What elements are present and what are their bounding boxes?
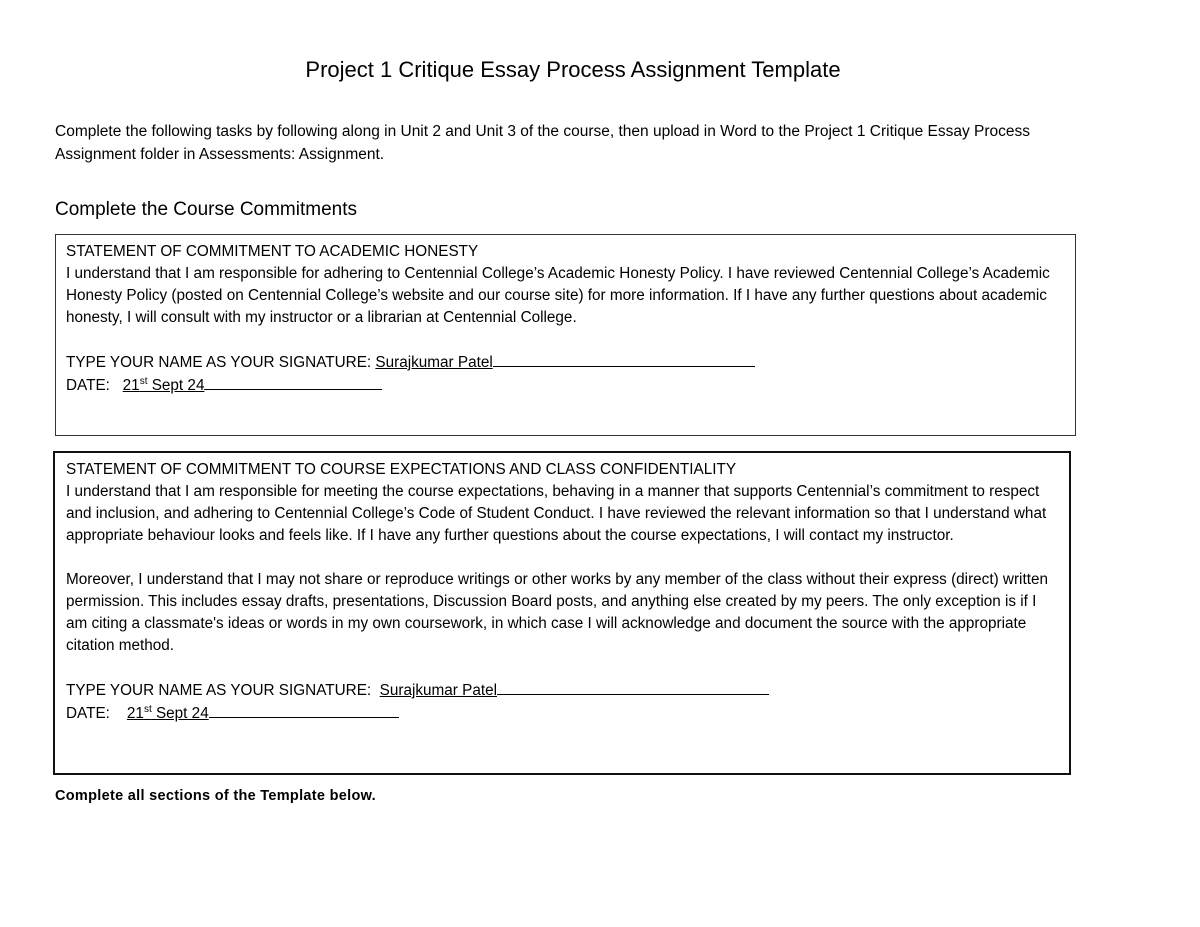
- spacer: [66, 329, 1065, 351]
- course-expectations-body-1: I understand that I am responsible for meeting the course expectations, behaving in a manner that supports Centennial’s commitment to respect and inclusion, and adhering to Centennial College’s Code of Student Conduct. I have reviewed the relevant information so that I understand what appropriate behaviour looks and feels like. If I have any further questions about the course expectations, I will contact my instructor.: [66, 483, 1047, 544]
- date-label: DATE:: [66, 705, 110, 722]
- signature-field[interactable]: [375, 354, 492, 371]
- date-underline: [209, 702, 399, 718]
- signature-row: [66, 351, 1065, 374]
- signature-row: [66, 679, 1059, 702]
- date-suffix: st: [139, 375, 148, 387]
- signature-value: Surajkumar Patel: [375, 354, 493, 371]
- date-rest: Sept 24: [147, 377, 205, 394]
- date-day: 21: [122, 377, 140, 394]
- signature-underline: [497, 679, 769, 695]
- academic-honesty-body: I understand that I am responsible for adhering to Centennial College’s Academic Honesty Policy. I have reviewed Centennial College’s Academic Honesty Policy (posted on Centennial College’s website and our course site) for more information. If I have any further questions about academic honesty, I will consult with my instructor or a librarian at Centennial College.: [66, 265, 1050, 326]
- date-field[interactable]: [127, 705, 209, 722]
- signature-value: Surajkumar Patel: [379, 682, 497, 699]
- footer-note: Complete all sections of the Template below.: [55, 788, 376, 804]
- section-heading: Complete the Course Commitments: [55, 199, 357, 220]
- date-row: [66, 374, 1065, 397]
- academic-honesty-heading: STATEMENT OF COMMITMENT TO ACADEMIC HONESTY: [66, 243, 479, 260]
- course-expectations-body-2: Moreover, I understand that I may not share or reproduce writings or other works by any member of the class without their express (direct) written permission. This includes essay drafts, presentations, Discussion Board posts, and anything else created by my peers. The only exception is if I am citing a classmate's ideas or words in my own coursework, in which case I will acknowledge and document the source with the appropriate citation method.: [66, 571, 1048, 654]
- intro-paragraph: Complete the following tasks by following along in Unit 2 and Unit 3 of the course, then upload in Word to the Project 1 Critique Essay Process Assignment folder in Assessments: Assignment.: [55, 123, 1031, 163]
- signature-underline: [493, 351, 755, 367]
- date-field[interactable]: [123, 377, 205, 394]
- date-suffix: st: [143, 703, 152, 715]
- signature-label: TYPE YOUR NAME AS YOUR SIGNATURE:: [66, 682, 372, 699]
- spacer: [66, 657, 1059, 679]
- signature-field[interactable]: [380, 682, 497, 699]
- document-title: Project 1 Critique Essay Process Assignment Template: [305, 57, 841, 82]
- signature-label: TYPE YOUR NAME AS YOUR SIGNATURE:: [66, 354, 372, 371]
- spacer: [66, 547, 1059, 569]
- date-rest: Sept 24: [151, 705, 209, 722]
- date-day: 21: [126, 705, 144, 722]
- date-underline: [204, 374, 382, 390]
- date-row: [66, 702, 1059, 725]
- academic-honesty-box: [55, 234, 1076, 436]
- course-expectations-box: [53, 451, 1071, 775]
- date-label: DATE:: [66, 377, 110, 394]
- course-expectations-heading: STATEMENT OF COMMITMENT TO COURSE EXPECTATIONS AND CLASS CONFIDENTIALITY: [66, 461, 737, 478]
